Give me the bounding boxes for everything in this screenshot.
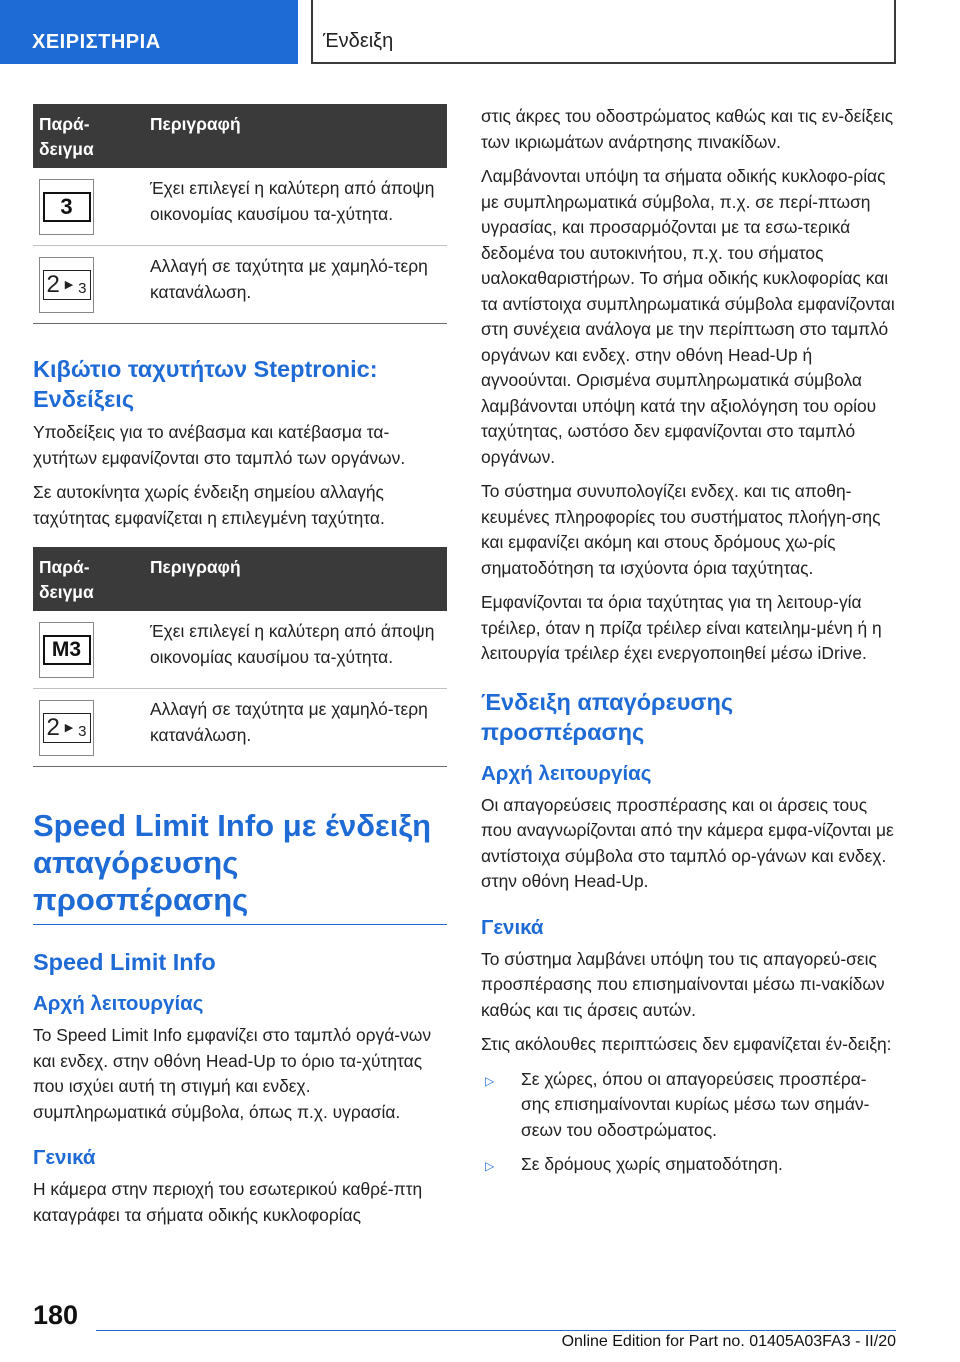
gear-3-icon: 3 <box>39 179 94 235</box>
list-item: ▷ Σε χώρες, όπου οι απαγορεύσεις προσπέρα-σης επισημαίνονται κυρίως μέσω των σημάν-σεων του οδοστρώματος. <box>481 1067 895 1144</box>
general-text: Το σύστημα λαμβάνει υπόψη του τις απαγορεύ-σεις προσπέρασης που επισημαίνονται μέσω πι-νακίδων καθώς και τις άρσεις αυτών. <box>481 948 885 1020</box>
cases-text: Στις ακόλουθες περιπτώσεις δεν εμφανίζεται έν-δειξη: <box>481 1034 892 1054</box>
triangle-bullet-icon: ▷ <box>485 1073 495 1088</box>
col-example-header: Παρά- δειγμα <box>39 114 94 159</box>
right-p1: στις άκρες του οδοστρώματος καθώς και τις εν-δείξεις των ικριωμάτων ανάρτησης πινακίδων. <box>481 106 894 152</box>
shift-down-icon: 2 ▶ 3 <box>39 257 94 313</box>
principle-heading: Αρχή λειτουργίας <box>481 761 652 785</box>
principle-text: Οι απαγορεύσεις προσπέρασης και οι άρσεις τους που αναγνωρίζονται από την κάμερα εμφα-νίζονται με αντίστοιχα σύμβολα στο ταμπλό ορ-γάνων και ενδεχ. στην οθόνη Head-Up. <box>481 794 894 891</box>
row-description: Έχει επιλεγεί η καλύτερη από άποψη οικονομίας καυσίμου τα-χύτητα. <box>150 621 435 667</box>
col-description-header: Περιγραφή <box>150 557 241 577</box>
table-header <box>33 547 447 611</box>
steptronic-heading: Κιβώτιο ταχυτήτων Steptronic: Ενδείξεις <box>33 356 378 412</box>
chapter-title: Ένδειξη <box>323 30 394 52</box>
edition-text: Online Edition for Part no. 01405A03FA3 - II/20 <box>561 1333 896 1350</box>
steptronic-p1: Υποδείξεις για το ανέβασμα και κατέβασμα τα-χυτήτων εμφανίζονται στο ταμπλό των οργάνων. <box>33 422 406 468</box>
table-row <box>33 168 447 246</box>
gear-table-2 <box>33 547 447 767</box>
page-number: 180 <box>33 1300 79 1330</box>
triangle-bullet-icon: ▷ <box>485 1159 495 1173</box>
shift-down-icon: 2 ▶ 3 <box>39 700 94 756</box>
col-example-header: Παρά- δειγμα <box>39 557 94 602</box>
row-description: Αλλαγή σε ταχύτητα με χαμηλό-τερη κατανάλωση. <box>150 699 428 745</box>
manual-gear-icon: M3 <box>39 622 94 678</box>
row-description: Έχει επιλεγεί η καλύτερη από άποψη οικονομίας καυσίμου τα-χύτητα. <box>150 178 435 224</box>
table-row <box>33 246 447 324</box>
list-item: ▷ Σε δρόμους χωρίς σηματοδότηση. <box>481 1152 895 1180</box>
overtake-heading: Ένδειξη απαγόρευσης προσπέρασης <box>481 688 734 745</box>
right-p3: Το σύστημα συνυπολογίζει ενδεχ. και τις αποθη-κευμένες πληροφορίες του συστήματος πλοήγη-σης και εμφανίζει ακόμη και στους δρόμους χω-ρίς σηματοδότηση τα ισχύοντα όρια ταχύτητας. <box>481 481 881 578</box>
left-column <box>33 104 447 1237</box>
right-p2: Λαμβάνονται υπόψη τα σήματα οδικής κυκλοφο-ρίας με συμπληρωματικά σύμβολα, π.χ. σε περί-πτωση υγρασίας, και προσαρμόζονται με τα εσω-τερικά δεδομένα του αυτοκινήτου, π.χ. του σήματος υαλοκαθαριστήρων. Το σήμα οδικής κυκλοφορίας και τα αντίστοιχα συμπληρωματικά σύμβολα εμφανίζονται στη συνέχεια ανάλογα με την περίπτωση στο ταμπλό οργάνων και ενδεχ. στην οθόνη Head-Up ή αγνοούνται. Ορισμένα συμπληρωματικά σύμβολα λαμβάνονται υπόψη κατά την αξιολόγηση του ορίου ταχύτητας, ωστόσο δεν εμφανίζονται στο ταμπλό οργάνων. <box>481 166 895 467</box>
principle-heading: Αρχή λειτουργίας <box>33 992 204 1015</box>
sli-sub-heading: Speed Limit Info <box>33 949 216 975</box>
general-heading: Γενικά <box>33 1146 96 1169</box>
principle-text: Το Speed Limit Info εμφανίζει στο ταμπλό οργά-νων και ενδεχ. στην οθόνη Head-Up το όριο τα-χύτητας που ισχύει αυτή τη στιγμή και ενδεχ. συμπληρωματικά σύμβολα, όπως π.χ. υγρασία. <box>33 1025 432 1122</box>
right-p4: Εμφανίζονται τα όρια ταχύτητας για τη λειτουρ-γία τρέιλερ, όταν η πρίζα τρέιλερ είναι κατειλημ-μένη ή η λειτουργία τρέιλερ έχει ενεργοποιηθεί μέσω iDrive. <box>481 592 882 663</box>
table-header <box>33 104 447 168</box>
general-heading: Γενικά <box>481 915 544 939</box>
sli-main-heading: Speed Limit Info με ένδειξη απαγόρευσης προσπέρασης <box>33 807 447 925</box>
chapter-tab <box>311 0 896 64</box>
section-title: ΧΕΙΡΙΣΤΗΡΙΑ <box>32 31 161 53</box>
steptronic-p2: Σε αυτοκίνητα χωρίς ένδειξη σημείου αλλαγής ταχύτητας εμφανίζεται η επιλεγμένη ταχύτητα. <box>33 482 385 528</box>
col-description-header: Περιγραφή <box>150 114 241 134</box>
section-tab <box>0 0 298 64</box>
right-column <box>481 104 895 1189</box>
row-description: Αλλαγή σε ταχύτητα με χαμηλό-τερη κατανάλωση. <box>150 256 428 302</box>
table-row <box>33 689 447 767</box>
gear-table-1 <box>33 104 447 324</box>
footer-divider <box>96 1330 896 1331</box>
general-text: Η κάμερα στην περιοχή του εσωτερικού καθρέ-πτη καταγράφει τα σήματα οδικής κυκλοφορίας <box>33 1179 423 1225</box>
table-row <box>33 611 447 689</box>
